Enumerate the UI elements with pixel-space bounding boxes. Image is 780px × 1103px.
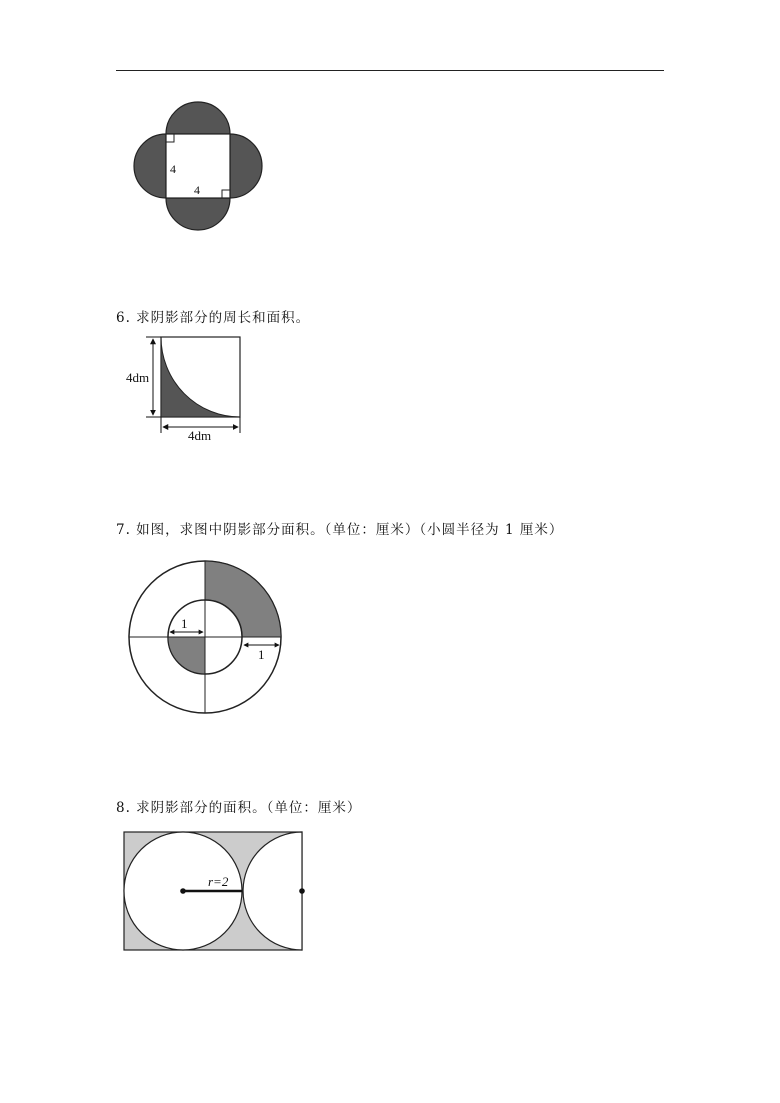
height-label: 4dm xyxy=(126,370,150,385)
ring-width-label: 1 xyxy=(258,647,265,662)
semicircle-left xyxy=(134,134,166,198)
figure-q7 xyxy=(120,558,290,718)
semicircle-center-dot xyxy=(299,888,305,894)
figure-q6 xyxy=(120,330,250,445)
width-label: 4dm xyxy=(188,428,212,443)
inner-radius-label: 1 xyxy=(181,616,188,631)
circle-center-dot xyxy=(180,888,186,894)
question-7-text: 7. 如图，求图中阴影部分面积。（单位：厘米）（小圆半径为 1 厘米） xyxy=(116,522,564,538)
semicircle-right xyxy=(230,134,262,198)
radius-label: r=2 xyxy=(208,874,229,889)
side-label-bottom: 4 xyxy=(194,183,200,197)
figure-q8 xyxy=(118,825,310,957)
header-rule xyxy=(116,70,664,71)
side-label-left: 4 xyxy=(170,162,176,176)
semicircle-top xyxy=(166,102,230,134)
semicircle-bottom xyxy=(166,198,230,230)
figure-square-semicircles xyxy=(120,90,280,240)
question-6-text: 6. 求阴影部分的周长和面积。 xyxy=(116,310,311,326)
question-8-text: 8. 求阴影部分的面积。（单位：厘米） xyxy=(116,800,362,816)
